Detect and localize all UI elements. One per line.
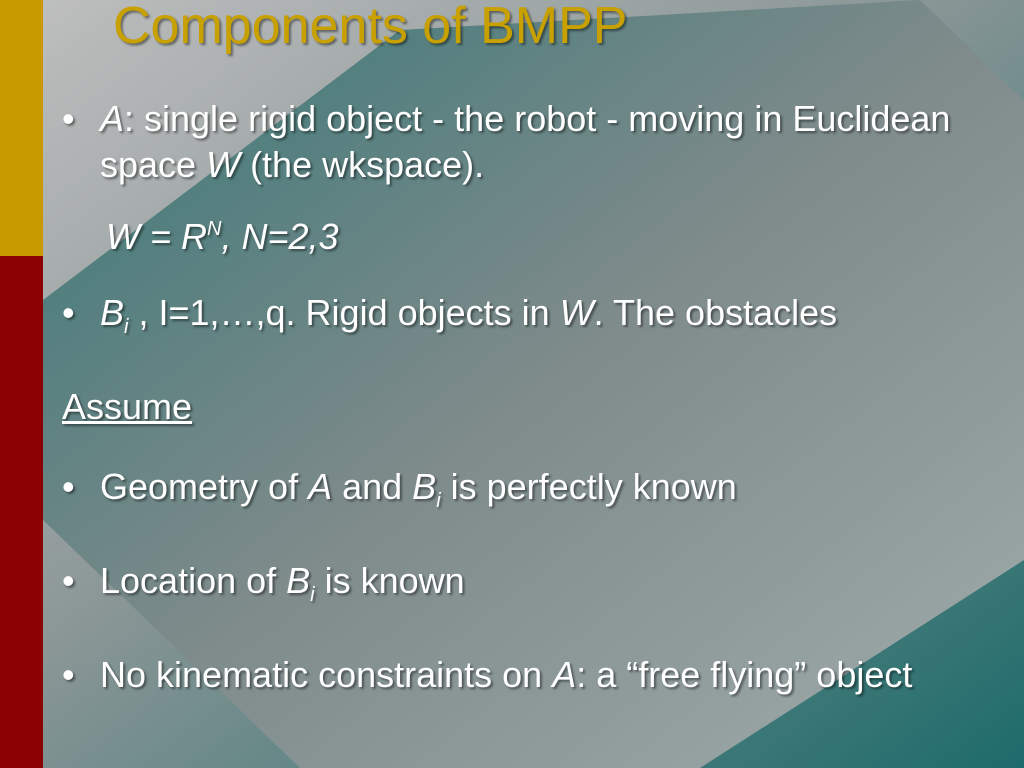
text: and <box>332 466 413 507</box>
text: . The obstacles <box>593 292 838 333</box>
text: (the wkspace). <box>240 144 485 185</box>
formula-part: W = R <box>106 216 208 257</box>
var-a: A <box>552 654 577 695</box>
bullet-kinematic <box>62 652 1002 698</box>
bullet-mark: • <box>62 466 75 507</box>
var-b: B <box>286 560 311 601</box>
subscript: i <box>310 584 315 606</box>
var-b: B <box>100 292 125 333</box>
bullet-mark: • <box>62 560 75 601</box>
accent-bar-gold <box>0 0 43 256</box>
text: Location of <box>100 560 287 601</box>
slide-title: Components of BMPP <box>113 0 628 55</box>
subscript: i <box>436 490 441 512</box>
text: is perfectly known <box>440 466 737 507</box>
var-a: A <box>100 98 125 139</box>
var-b: B <box>412 466 437 507</box>
accent-bar-red <box>0 256 43 768</box>
text: is known <box>314 560 465 601</box>
text: Geometry of <box>100 466 309 507</box>
formula-workspace <box>62 206 1002 260</box>
var-w: W <box>206 144 241 185</box>
bullet-geometry <box>62 464 1002 524</box>
text: , I=1,…,q. Rigid objects in <box>128 292 560 333</box>
formula-part: , N=2,3 <box>221 216 339 257</box>
bullet-mark: • <box>62 98 75 139</box>
text: No kinematic constraints on <box>100 654 553 695</box>
bullet-robot <box>62 96 1002 188</box>
bullet-mark: • <box>62 292 75 333</box>
formula-exponent: N <box>207 218 222 240</box>
var-a: A <box>308 466 333 507</box>
text: : single rigid object - the robot - moving in Euclidean space <box>100 98 951 185</box>
text: : a “free flying” object <box>576 654 913 695</box>
slide-content <box>62 96 1002 698</box>
subscript: i <box>124 316 129 338</box>
bullet-obstacles <box>62 290 1002 350</box>
var-w: W <box>559 292 594 333</box>
assume-heading: Assume <box>62 386 193 427</box>
bullet-location <box>62 558 1002 618</box>
bullet-mark: • <box>62 654 75 695</box>
